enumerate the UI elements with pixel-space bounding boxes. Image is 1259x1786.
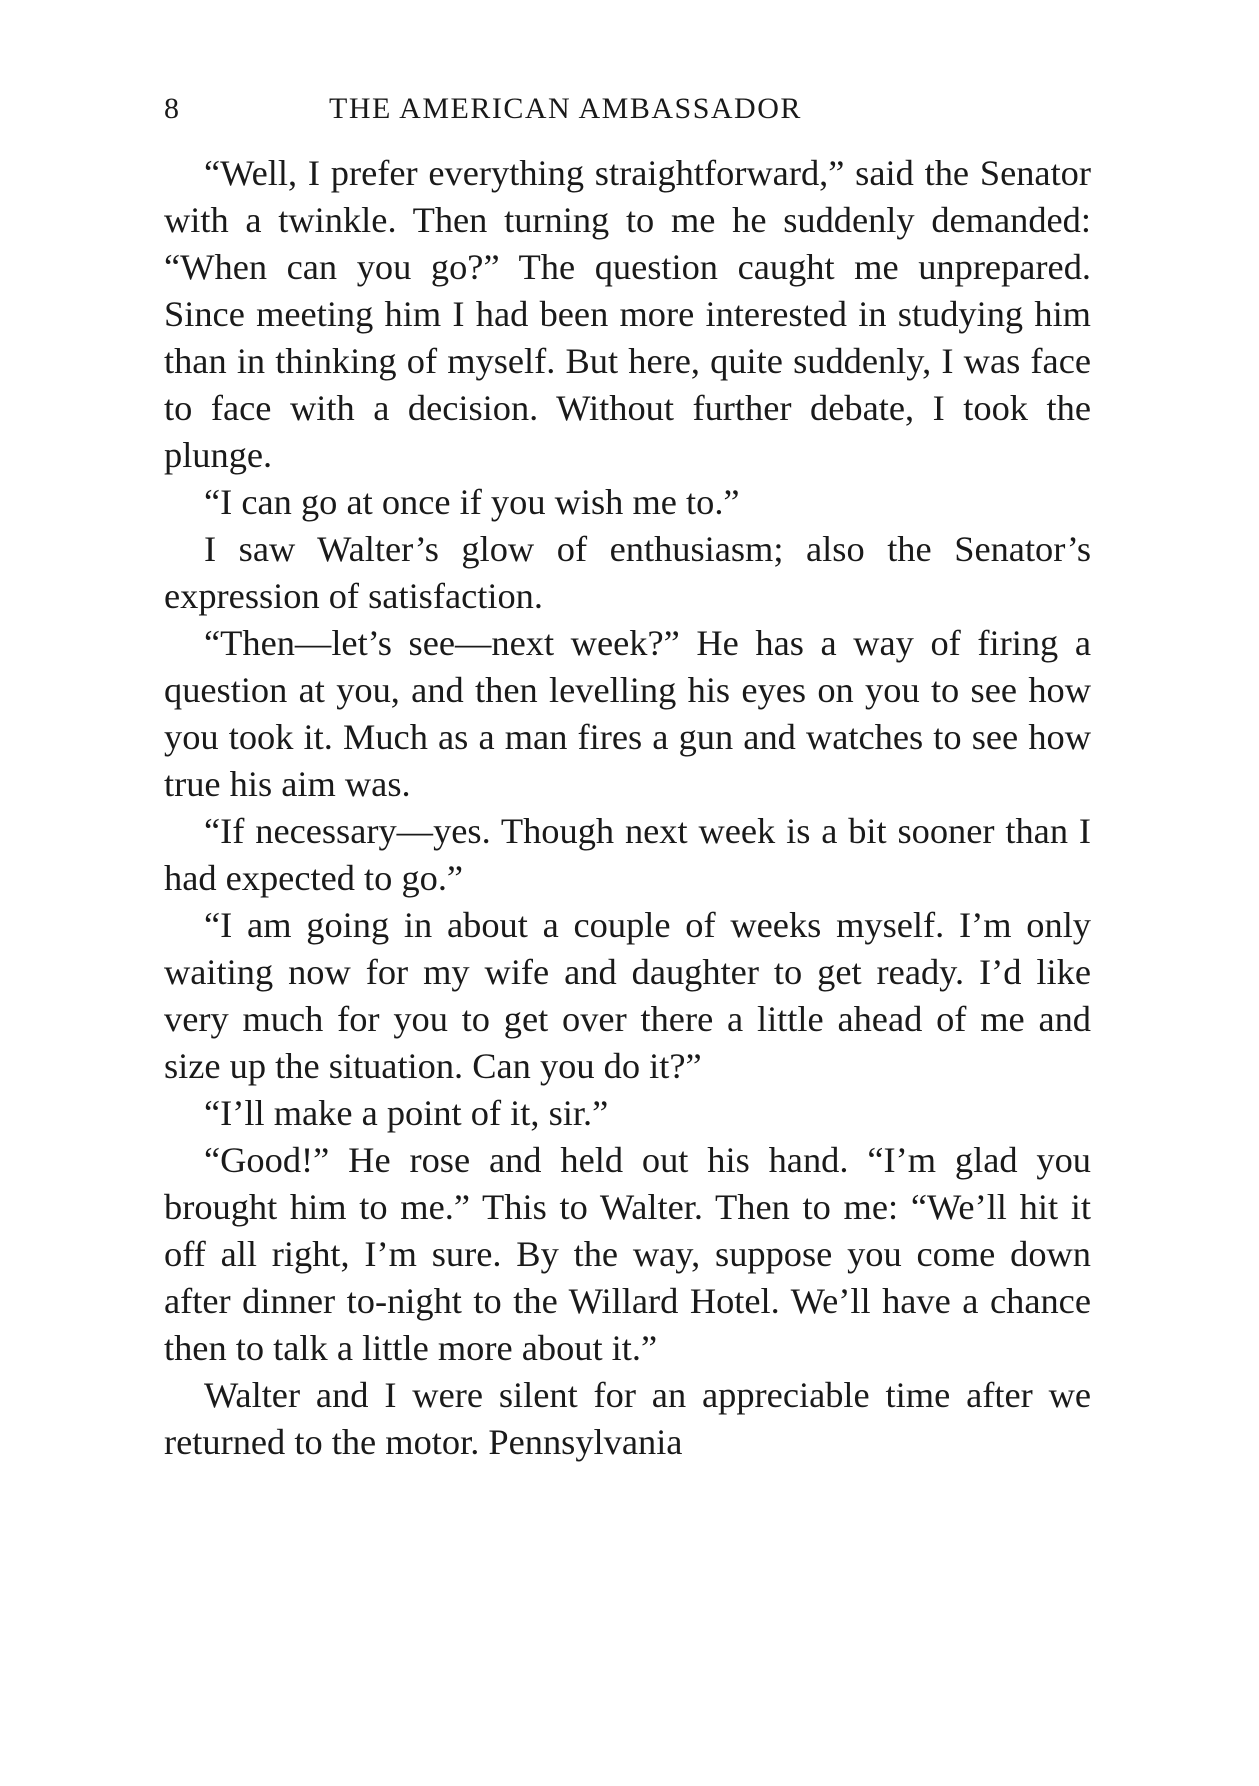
running-title: THE AMERICAN AMBASSADOR	[329, 92, 802, 125]
page-number: 8	[164, 92, 181, 125]
paragraph: “Good!” He rose and held out his hand. “I’m glad you brought him to me.” This to Walter. Then to me: “We’ll hit it off all right, I’m sure. By the way, suppose you come down after dinner to-night to the Willard Hotel. We’ll have a chance then to talk a little more about it.”	[164, 1140, 1091, 1368]
paragraph: “If necessary—yes. Though next week is a bit sooner than I had expected to go.”	[164, 811, 1091, 898]
paragraph: “Well, I prefer everything straightforward,” said the Senator with a twinkle. Then turning to me he suddenly demanded: “When can you go?” The question caught me unprepared. Since meeting him I had been more interested in studying him than in thinking of myself. But here, quite suddenly, I was face to face with a decision. Without further debate, I took the plunge.	[164, 153, 1091, 475]
paragraph: “Then—let’s see—next week?” He has a way of firing a question at you, and then levelling his eyes on you to see how you took it. Much as a man fires a gun and watches to see how true his aim was.	[164, 623, 1091, 804]
running-head	[164, 92, 1094, 132]
paragraph: Walter and I were silent for an appreciable time after we returned to the motor. Pennsylvania	[164, 1375, 1091, 1462]
paragraph: “I’ll make a point of it, sir.”	[204, 1093, 609, 1133]
paragraph: “I can go at once if you wish me to.”	[204, 482, 740, 522]
paragraph: “I am going in about a couple of weeks myself. I’m only waiting now for my wife and daughter to get ready. I’d like very much for you to get over there a little ahead of me and size up the situation. Can you do it?”	[164, 905, 1091, 1086]
paragraph: I saw Walter’s glow of enthusiasm; also the Senator’s expression of satisfaction.	[164, 529, 1091, 616]
body-text	[164, 150, 1091, 1466]
